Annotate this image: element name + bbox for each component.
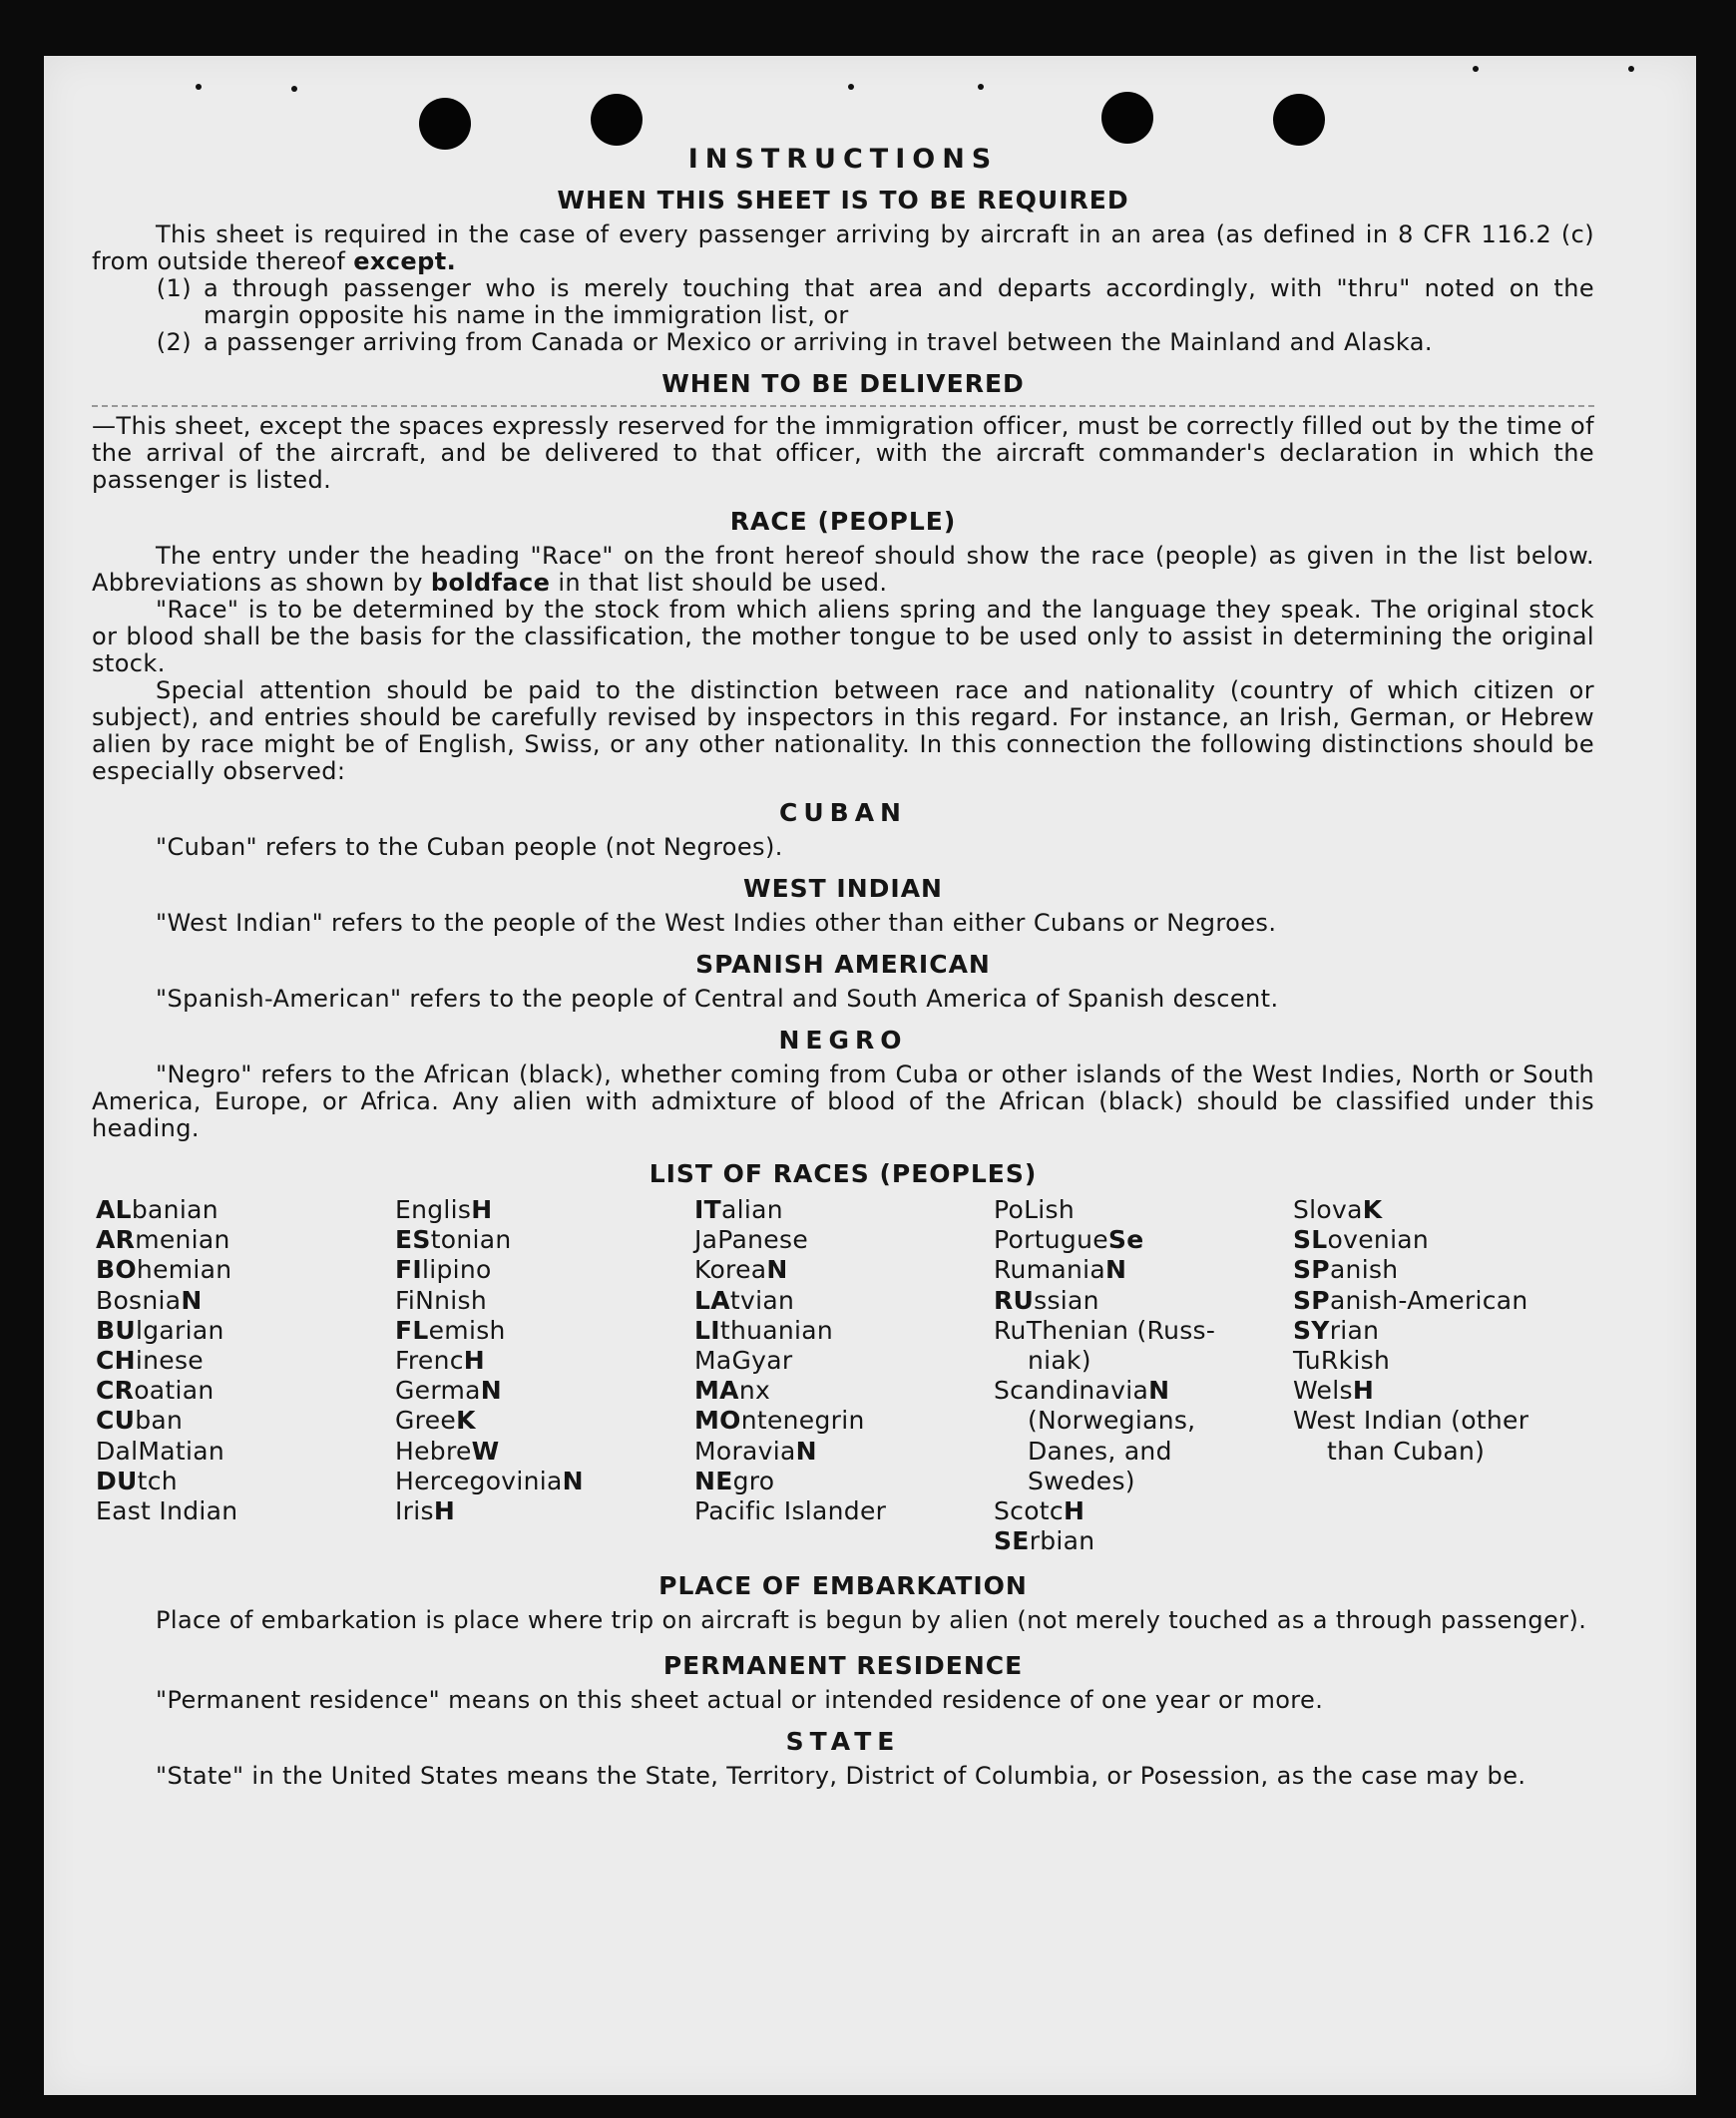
race-entry: Pacific Islander [694, 1496, 887, 1526]
paragraph-permanent-residence: "Permanent residence" means on this sheet actual or intended residence of one year or more. [156, 1686, 1324, 1715]
race-entry: FLemish [395, 1315, 506, 1345]
race-entry: SlovaK [1293, 1195, 1383, 1224]
paragraph-west-indian: "West Indian" refers to the people of the West Indies other than either Cubans or Negroes. [156, 909, 1277, 937]
race-entry: LAtvian [694, 1285, 795, 1315]
heading-when-required: WHEN THIS SHEET IS TO BE REQUIRED [557, 186, 1129, 214]
race-entry: WelsH [1293, 1376, 1375, 1406]
race-entry: GreeK [395, 1406, 476, 1436]
punch-mark [291, 86, 297, 92]
race-entry: HercegoviniaN [395, 1466, 584, 1495]
race-entry: RuThenian (Russ- [994, 1315, 1216, 1345]
punch-hole [1101, 92, 1153, 144]
race-entry: CHinese [96, 1346, 204, 1376]
paragraph-embarkation: Place of embarkation is place where trip on aircraft is begun by alien (not merely touched as a through passenger). [156, 1606, 1587, 1635]
race-entry: EStonian [395, 1225, 512, 1255]
paragraph-race-2: "Race" is to be determined by the stock from which aliens spring and the language they speak. The original stock or blood shall be the basis for the classification, the mother tongue to be used only to assist in determining the original stock. [92, 596, 1594, 677]
race-entry: than Cuban) [1327, 1436, 1486, 1466]
race-entry: East Indian [96, 1496, 238, 1526]
race-entry: RumaniaN [994, 1255, 1127, 1285]
race-entry: Danes, and [1028, 1436, 1172, 1466]
race-entry: LIthuanian [694, 1315, 834, 1345]
list-item: (1) a through passenger who is merely touching that area and departs accordingly, with "thru" noted on the margin opposite his name in the immigration list, or [156, 274, 1594, 329]
paragraph-cuban: "Cuban" refers to the Cuban people (not Negroes). [156, 833, 783, 861]
race-entry: MAnx [694, 1376, 771, 1406]
race-entry: BosniaN [96, 1285, 203, 1315]
races-column [994, 1195, 1293, 1556]
punch-hole [591, 94, 643, 146]
race-entry: RUssian [994, 1285, 1099, 1315]
paragraph-spanish-american: "Spanish-American" refers to the people of Central and South America of Spanish descent. [156, 985, 1279, 1013]
race-entry: BUlgarian [96, 1315, 224, 1345]
races-column [1293, 1195, 1592, 1556]
dashed-rule [92, 405, 1594, 407]
race-entry: KoreaN [694, 1255, 788, 1285]
heading-spanish-american: SPANISH AMERICAN [695, 950, 991, 979]
race-entry: West Indian (other [1293, 1406, 1529, 1436]
paragraph-when-delivered: —This sheet, except the spaces expressly reserved for the immigration officer, must be correctly filled out by the time of the arrival of the aircraft, and be delivered to that officer, with the aircraft commander's declaration in which the passenger is listed. [92, 412, 1594, 494]
race-entry: JaPanese [694, 1225, 808, 1255]
race-entry: FrencH [395, 1346, 485, 1376]
race-entry: DUtch [96, 1466, 178, 1495]
race-entry: SLovenian [1293, 1225, 1430, 1255]
race-entry: MaGyar [694, 1346, 793, 1376]
race-entry: GermaN [395, 1376, 502, 1406]
paragraph-negro: "Negro" refers to the African (black), whether coming from Cuba or other islands of the West Indies, North or South America, Europe, or Africa. Any alien with admixture of blood of the African (black) should be classified under this heading. [92, 1060, 1594, 1142]
punch-mark [196, 84, 202, 90]
race-entry: Swedes) [1028, 1466, 1135, 1495]
punch-mark [1473, 66, 1479, 72]
race-entry: SYrian [1293, 1315, 1380, 1345]
race-entry: ScotcH [994, 1496, 1085, 1526]
race-entry: (Norwegians, [1028, 1406, 1196, 1436]
punch-mark [978, 84, 984, 90]
punch-mark [848, 84, 854, 90]
race-entry: SPanish [1293, 1255, 1399, 1285]
heading-embarkation: PLACE OF EMBARKATION [658, 1571, 1028, 1601]
paragraph-when-required: This sheet is required in the case of every passenger arriving by aircraft in an area (as defined in 8 CFR 116.2 (c) from outside thereof except. [92, 220, 1594, 275]
race-entry: MOntenegrin [694, 1406, 865, 1436]
races-list [96, 1195, 1594, 1556]
race-entry: FIlipino [395, 1255, 492, 1285]
race-entry: CUban [96, 1406, 184, 1436]
heading-list-of-races: LIST OF RACES (PEOPLES) [649, 1159, 1038, 1188]
race-entry: MoraviaN [694, 1436, 817, 1466]
race-entry: ARmenian [96, 1225, 230, 1255]
race-entry: NEgro [694, 1466, 775, 1495]
paragraph-race-3: Special attention should be paid to the distinction between race and nationality (country of which citizen or subject), and entries should be carefully revised by inspectors in this regard. For instance, an Irish, German, or Hebrew alien by race might be of English, Swiss, or any other nationality. In this connection the following distinctions should be especially observed: [92, 676, 1594, 785]
race-entry: ScandinaviaN [994, 1376, 1170, 1406]
heading-race: RACE (PEOPLE) [729, 507, 957, 536]
paragraph-race-1: The entry under the heading "Race" on the front hereof should show the race (people) as given in the list below. Abbreviations as shown by boldface in that list should be used. [92, 542, 1594, 597]
punch-hole [1273, 94, 1325, 146]
page-title: INSTRUCTIONS [687, 144, 999, 175]
heading-west-indian: WEST INDIAN [743, 874, 943, 903]
race-entry: PoLish [994, 1195, 1076, 1224]
race-entry: ALbanian [96, 1195, 218, 1224]
heading-negro: NEGRO [778, 1026, 908, 1055]
heading-cuban: CUBAN [779, 798, 907, 827]
heading-when-delivered: WHEN TO BE DELIVERED [661, 369, 1025, 398]
race-entry: TuRkish [1293, 1346, 1391, 1376]
race-entry: SErbian [994, 1526, 1095, 1556]
heading-state: STATE [785, 1727, 901, 1757]
list-item: (2) a passenger arriving from Canada or Mexico or arriving in travel between the Mainland and Alaska. [156, 328, 1433, 356]
race-entry: HebreW [395, 1436, 500, 1466]
document-content [92, 140, 1594, 1790]
race-entry: EnglisH [395, 1195, 493, 1224]
races-column [96, 1195, 395, 1556]
races-column [694, 1195, 994, 1556]
race-entry: ITalian [694, 1195, 783, 1224]
race-entry: PortugueSe [994, 1225, 1144, 1255]
race-entry: SPanish-American [1293, 1285, 1528, 1315]
race-entry: niak) [1028, 1346, 1091, 1376]
race-entry: CRoatian [96, 1376, 215, 1406]
race-entry: BOhemian [96, 1255, 232, 1285]
heading-permanent-residence: PERMANENT RESIDENCE [662, 1651, 1024, 1681]
races-column [395, 1195, 694, 1556]
punch-mark [1628, 66, 1634, 72]
race-entry: FiNnish [395, 1285, 487, 1315]
paragraph-state: "State" in the United States means the State, Territory, District of Columbia, or Posession, as the case may be. [156, 1762, 1526, 1791]
race-entry: DalMatian [96, 1436, 225, 1466]
race-entry: IrisH [395, 1496, 456, 1526]
